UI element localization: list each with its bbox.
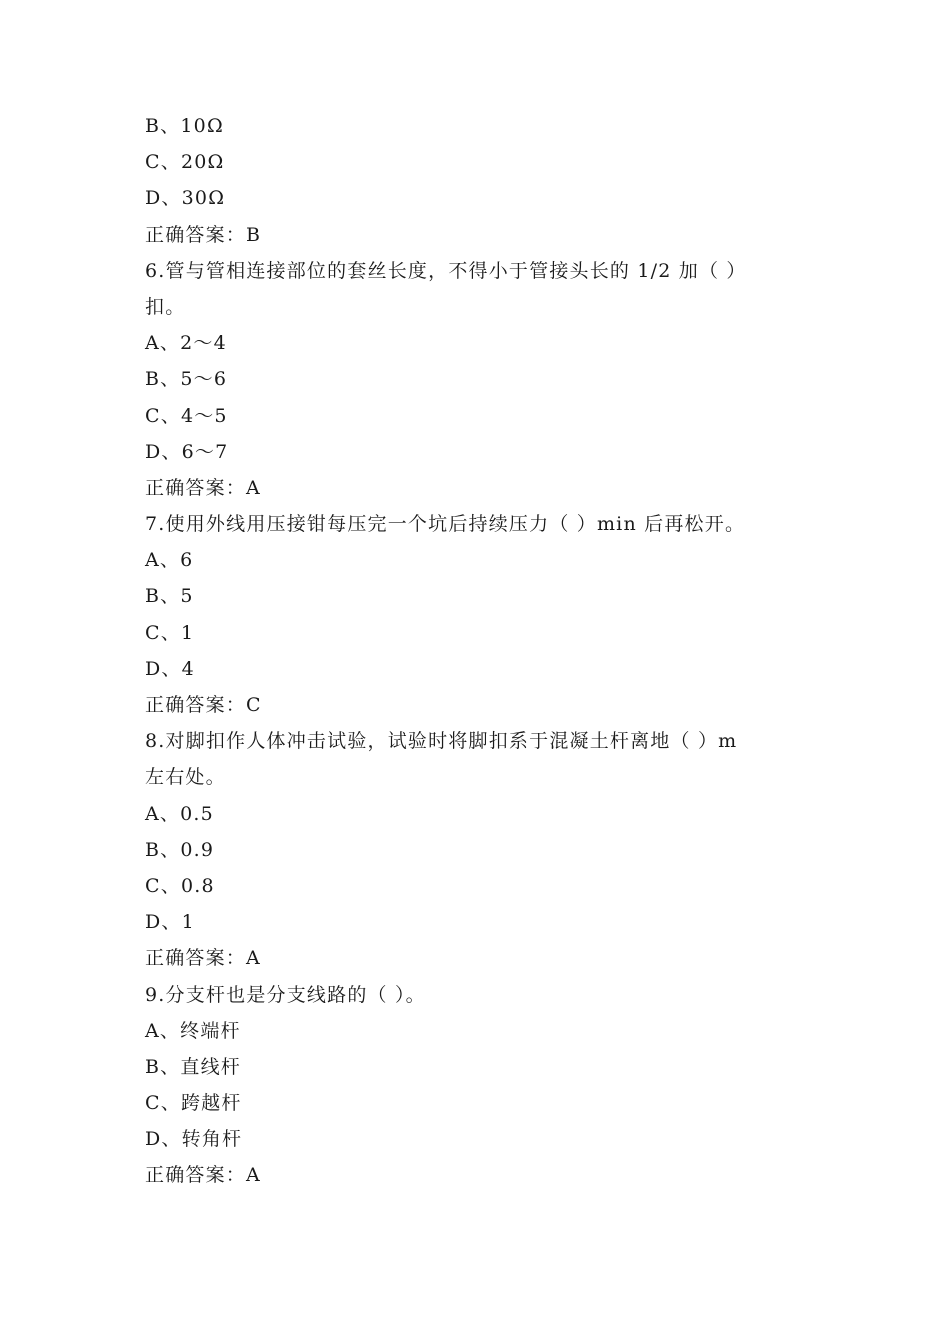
- option-b-q7: B、5: [145, 585, 194, 608]
- option-a-q8: A、0.5: [145, 802, 214, 825]
- option-d-q9: D、转角杆: [145, 1128, 243, 1151]
- question-8: 8.对脚扣作人体冲击试验，试验时将脚扣系于混凝土杆离地（ ）m: [145, 730, 738, 753]
- question-6-cont: 扣。: [145, 295, 186, 318]
- option-c-q7: C、1: [145, 621, 195, 644]
- answer-q8: 正确答案：A: [145, 947, 261, 970]
- option-b-q8: B、0.9: [145, 838, 215, 861]
- option-c-q9: C、跨越杆: [145, 1092, 242, 1115]
- option-b-q5: B、10Ω: [145, 115, 224, 137]
- option-d-q6: D、6～7: [145, 440, 229, 463]
- option-c-q6: C、4～5: [145, 404, 228, 427]
- option-d-q5: D、30Ω: [145, 187, 226, 210]
- option-a-q6: A、2～4: [145, 332, 227, 355]
- answer-q9: 正确答案：A: [145, 1164, 261, 1187]
- question-list: [145, 108, 817, 1194]
- option-a-q7: A、6: [145, 549, 194, 572]
- option-c-q5: C、20Ω: [145, 151, 225, 174]
- option-c-q8: C、0.8: [145, 874, 215, 897]
- answer-q6: 正确答案：A: [145, 476, 261, 499]
- option-b-q6: B、5～6: [145, 368, 228, 391]
- question-8-cont: 左右处。: [145, 766, 226, 789]
- question-7: 7.使用外线用压接钳每压完一个坑后持续压力（ ）min 后再松开。: [145, 513, 746, 536]
- answer-q7: 正确答案：C: [145, 694, 262, 716]
- option-d-q7: D、4: [145, 657, 195, 680]
- question-6: 6.管与管相连接部位的套丝长度，不得小于管接头长的 1/2 加（ ）: [145, 259, 747, 282]
- answer-q5: 正确答案：B: [145, 223, 262, 246]
- option-b-q9: B、直线杆: [145, 1055, 241, 1078]
- option-a-q9: A、终端杆: [145, 1019, 241, 1042]
- question-9: 9.分支杆也是分支线路的（ ）。: [145, 983, 426, 1006]
- option-d-q8: D、1: [145, 911, 195, 934]
